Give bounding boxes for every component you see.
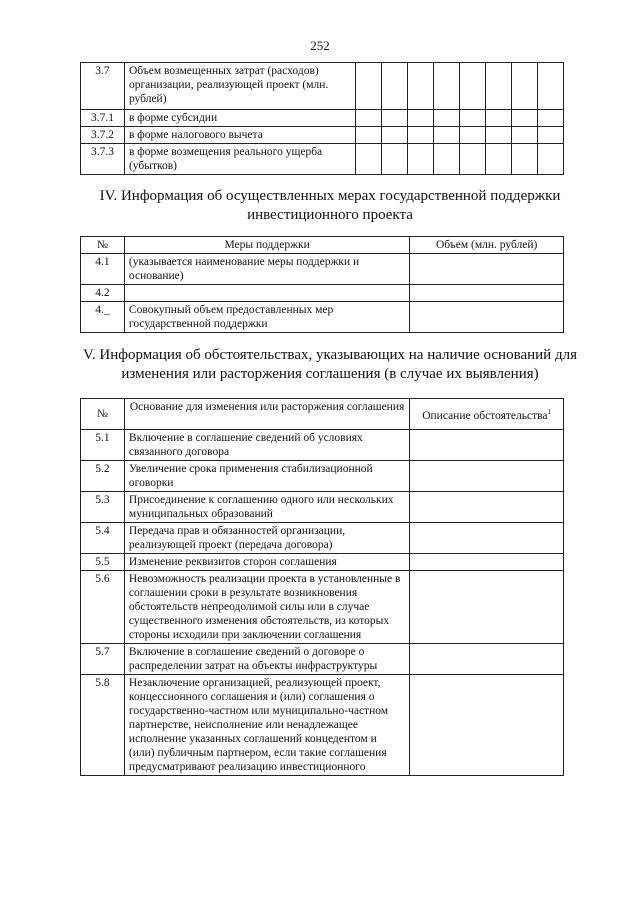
row-number: 5.5 [81, 554, 125, 571]
row-number: 5.8 [81, 675, 125, 776]
row-number: 5.4 [81, 523, 125, 554]
table-row [81, 302, 564, 333]
table-row [81, 571, 564, 644]
table-row [81, 110, 564, 127]
row-number: 3.7.1 [81, 110, 125, 127]
row-number: 3.7 [81, 63, 125, 110]
header-num: № [81, 399, 125, 430]
row-number: 5.7 [81, 644, 125, 675]
row-text: в форме возмещения реального ущерба (убытков) [124, 144, 355, 175]
table-row [81, 675, 564, 776]
row-text: Незаключение организацией, реализующей проект, концессионного соглашения и (или) соглашения о государственно-частном или муниципально-частном партнерстве, неисполнение или ненадлежащее исполнение указанных соглашений концедентом и (или) публичным партнером, если такие соглашения предусматривают реализацию инвестиционного [124, 675, 409, 776]
row-number: 5.3 [81, 492, 125, 523]
table-grounds [80, 398, 564, 776]
table-row [81, 254, 564, 285]
row-number: 3.7.3 [81, 144, 125, 175]
row-text: (указывается наименование меры поддержки и основание) [124, 254, 409, 285]
table-row [81, 644, 564, 675]
table-row [81, 461, 564, 492]
table-header-row [81, 399, 564, 430]
header-volume: Объем (млн. рублей) [410, 237, 564, 254]
row-number: 3.7.2 [81, 127, 125, 144]
header-description-label: Описание обстоятельства [422, 409, 548, 422]
table-row [81, 285, 564, 302]
header-measures: Меры поддержки [124, 237, 409, 254]
table-row [81, 523, 564, 554]
row-number: 4.1 [81, 254, 125, 285]
table-row [81, 63, 564, 110]
row-text: Объем возмещенных затрат (расходов) организации, реализующей проект (млн. рублей) [124, 63, 355, 110]
row-text: в форме субсидии [124, 110, 355, 127]
page-number: 252 [310, 38, 330, 53]
row-text: в форме налогового вычета [124, 127, 355, 144]
table-row [81, 144, 564, 175]
footnote-marker: 1 [547, 408, 551, 417]
row-text: Невозможность реализации проекта в установленные в соглашении сроки в результате возникновения обстоятельств непреодолимой силы или в случае существенного изменения обстоятельств, из которых стороны исходили при заключении соглашения [124, 571, 409, 644]
row-text: Совокупный объем предоставленных мер государственной поддержки [124, 302, 409, 333]
row-text: Включение в соглашение сведений о договоре о распределении затрат на объекты инфраструктуры [124, 644, 409, 675]
table-row [81, 430, 564, 461]
row-text: Изменение реквизитов сторон соглашения [124, 554, 409, 571]
row-number: 5.6 [81, 571, 125, 644]
row-text: Передача прав и обязанностей организации, реализующей проект (передача договора) [124, 523, 409, 554]
table-reimbursed-costs [80, 62, 564, 175]
row-text: Включение в соглашение сведений об условиях связанного договора [124, 430, 409, 461]
header-description [410, 399, 564, 430]
row-text: Увеличение срока применения стабилизационной оговорки [124, 461, 409, 492]
row-number: 4.2 [81, 285, 125, 302]
header-basis: Основание для изменения или расторжения соглашения [124, 399, 409, 430]
row-number: 4._ [81, 302, 125, 333]
table-row [81, 554, 564, 571]
row-text: Присоединение к соглашению одного или нескольких муниципальных образований [124, 492, 409, 523]
section-5-title: V. Информация об обстоятельствах, указывающих на наличие оснований для изменения или расторжения соглашения (в случае их выявления) [83, 347, 577, 382]
header-num: № [81, 237, 125, 254]
table-header-row [81, 237, 564, 254]
row-text [124, 285, 409, 302]
table-row [81, 492, 564, 523]
row-number: 5.1 [81, 430, 125, 461]
section-4-title: IV. Информация об осуществленных мерах государственной поддержки инвестиционного проекта [99, 188, 561, 223]
table-row [81, 127, 564, 144]
row-number: 5.2 [81, 461, 125, 492]
table-support-measures [80, 236, 564, 333]
